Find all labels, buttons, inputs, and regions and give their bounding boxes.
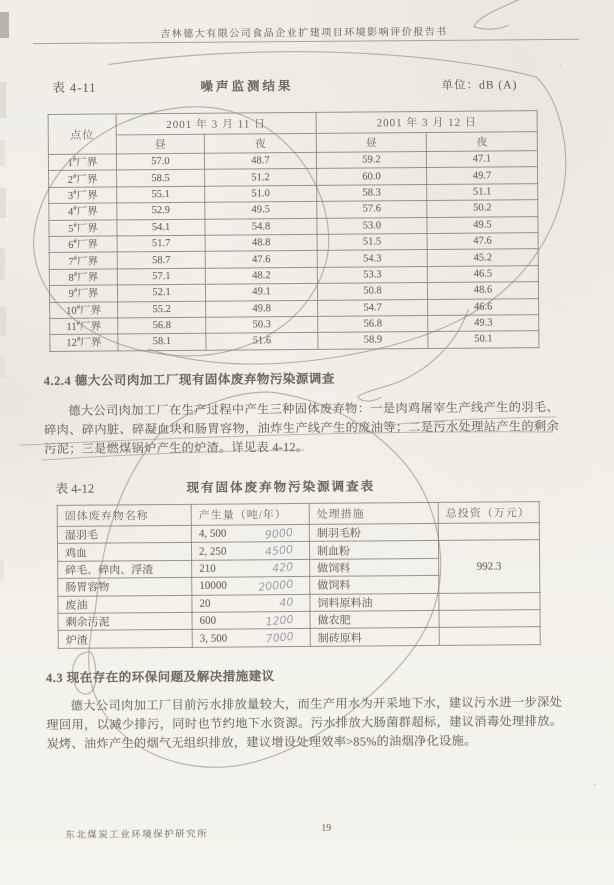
noise-value-cell: 54.8 [205, 218, 317, 235]
noise-point-cell: 10#厂界 [50, 301, 118, 318]
waste-amount-cell [191, 542, 309, 560]
waste-table-label: 表 4-12 [55, 481, 95, 496]
noise-table-label: 表 4-11 [52, 80, 97, 95]
waste-name-cell: 湿羽毛 [57, 525, 191, 543]
waste-investment-empty-cell [439, 610, 540, 628]
handwritten-amount-annotation: 4500 [264, 542, 294, 559]
noise-value-cell: 58.9 [318, 332, 428, 349]
noise-value-cell: 51.1 [427, 183, 538, 200]
noise-value-cell: 52.1 [117, 284, 205, 301]
noise-value-cell: 55.2 [118, 301, 206, 318]
noise-table-row [50, 331, 539, 351]
waste-treatment-cell: 制砖原料 [310, 628, 439, 646]
noise-value-cell: 57.6 [317, 201, 427, 218]
noise-value-cell: 52.9 [117, 202, 205, 219]
waste-name-cell: 鸡血 [57, 543, 191, 561]
noise-point-cell: 4#厂界 [49, 203, 117, 220]
waste-table-row [58, 627, 540, 648]
waste-investment-empty-cell [439, 592, 540, 610]
noise-value-cell: 57.1 [117, 268, 205, 285]
noise-value-cell: 59.2 [316, 151, 426, 168]
scan-speck [439, 665, 441, 667]
handwritten-amount-annotation: 20000 [257, 577, 294, 594]
noise-value-cell: 48.2 [205, 267, 317, 284]
waste-col-investment-header: 总投资（万元） [438, 502, 539, 524]
waste-survey-table [57, 501, 541, 649]
noise-value-cell: 48.6 [427, 282, 538, 299]
noise-value-cell: 57.0 [116, 153, 204, 170]
noise-point-cell: 5#厂界 [49, 219, 117, 236]
waste-amount-cell [192, 629, 310, 647]
noise-value-cell: 50.2 [427, 200, 538, 217]
waste-treatment-cell: 做饲料 [310, 558, 439, 576]
handwritten-amount-annotation: 1200 [265, 612, 295, 629]
noise-value-cell: 45.2 [427, 249, 538, 266]
noise-value-cell: 50.1 [428, 331, 539, 348]
noise-value-cell: 58.7 [117, 252, 205, 269]
section-43-heading: 4.3 现在存在的环保问题及解决措施建议 [45, 669, 275, 686]
waste-name-cell: 剩余污泥 [58, 612, 192, 630]
noise-value-cell: 46.6 [428, 298, 539, 315]
waste-treatment-cell: 做饲料 [310, 576, 439, 594]
waste-treatment-cell: 制羽毛粉 [309, 523, 438, 541]
printed-amount: 600 [199, 614, 217, 627]
waste-name-cell: 肠胃容物 [58, 578, 192, 596]
noise-value-cell: 48.7 [204, 152, 316, 169]
handwritten-amount-annotation: 420 [271, 560, 294, 576]
handwritten-amount-annotation: 9000 [264, 525, 294, 542]
handwritten-amount-annotation: 40 [278, 595, 295, 610]
noise-table-title: 噪声监测结果 [200, 79, 294, 94]
waste-treatment-cell: 饲料原料油 [310, 593, 439, 611]
waste-amount-cell [192, 559, 310, 577]
noise-value-cell: 48.8 [205, 234, 317, 251]
noise-value-cell: 49.3 [428, 315, 539, 332]
noise-point-cell: 9#厂界 [49, 285, 117, 302]
noise-point-cell: 6#厂界 [49, 236, 117, 253]
noise-value-cell: 50.8 [317, 283, 427, 300]
waste-amount-cell [192, 594, 310, 612]
noise-value-cell: 54.7 [318, 299, 428, 316]
waste-amount-cell [192, 577, 310, 595]
noise-point-cell: 8#厂界 [49, 269, 117, 286]
noise-value-cell: 47.6 [205, 251, 317, 268]
noise-monitoring-table [48, 110, 540, 352]
noise-value-cell: 55.1 [117, 186, 205, 203]
noise-value-cell: 56.8 [318, 315, 428, 332]
noise-point-cell: 3#厂界 [49, 187, 117, 204]
noise-value-cell: 51.5 [317, 233, 427, 250]
noise-value-cell: 51.7 [117, 235, 205, 252]
noise-col-point-header: 点位 [48, 114, 116, 155]
printed-amount: 2, 250 [198, 545, 227, 558]
waste-col-name-header: 固体废弃物名称 [57, 504, 191, 526]
waste-name-cell: 废油 [58, 595, 192, 613]
noise-value-cell: 58.5 [117, 170, 205, 187]
waste-treatment-cell: 制血粉 [309, 541, 438, 559]
section-43-paragraph: 德大公司肉加工厂目前污水排放量较大，而生产用水为开采地下水，建议污水进一步深处理回用，以减少排污，同时也节约地下水资源。污水排放大肠菌群超标，建议消毒处理排放。炭烤、油炸产生的烟气无组织排放，建议增设处理效率>85%的油烟净化设施。 [46, 694, 563, 752]
waste-table-body [57, 523, 540, 649]
noise-value-cell: 49.5 [427, 216, 538, 233]
scan-speck [559, 65, 561, 67]
waste-col-amount-header: 产生量（吨/年） [191, 503, 309, 525]
waste-amount-cell [192, 611, 310, 629]
printed-amount: 210 [199, 562, 216, 575]
report-header-title: 吉林德大有限公司食品企业扩建项目环境影响评价报告书 [160, 26, 448, 41]
printed-amount: 10000 [199, 579, 227, 593]
waste-name-cell: 碎毛、碎肉、浮渣 [58, 560, 192, 578]
waste-treatment-cell: 做农肥 [310, 610, 439, 628]
noise-value-cell: 60.0 [317, 168, 427, 185]
waste-table-row [57, 540, 539, 561]
noise-day-header: 昼 [116, 134, 204, 154]
waste-name-cell: 炉渣 [58, 630, 192, 648]
noise-day-header: 昼 [316, 132, 426, 152]
footer-page-number: 19 [321, 822, 332, 834]
waste-investment-empty-cell [438, 523, 539, 541]
waste-col-treatment-header: 处理措施 [309, 502, 438, 524]
noise-value-cell: 49.5 [205, 202, 317, 219]
noise-point-cell: 2#厂界 [49, 170, 117, 187]
noise-table-unit: 单位：dB (A) [441, 79, 518, 92]
section-424-paragraph: 德大公司肉加工厂在生产过程中产生三种固体废弃物：一是肉鸡屠宰生产线产生的羽毛、碎肉、碎内脏、碎凝血块和肠胃容物，油炸生产线产生的废油等；二是污水处理站产生的剩余污泥；三是燃煤锅炉产生的炉渣。详见表 4-12。 [44, 399, 560, 456]
noise-value-cell: 53.0 [317, 217, 427, 234]
noise-value-cell: 47.6 [427, 233, 538, 250]
noise-point-cell: 7#厂界 [49, 252, 117, 269]
handwritten-amount-annotation: 7000 [265, 629, 295, 646]
waste-amount-cell [191, 524, 309, 542]
noise-value-cell: 46.5 [427, 265, 538, 282]
noise-value-cell: 51.2 [205, 169, 317, 186]
noise-col-date1-header: 2001 年 3 月 11 日 [116, 112, 316, 135]
noise-point-cell: 1#厂界 [48, 154, 116, 171]
section-424-heading: 4.2.4 德大公司肉加工厂现有固体废弃物污染源调查 [43, 371, 335, 389]
footer-organization: 东北煤炭工业环境保护研究所 [65, 829, 209, 841]
waste-investment-empty-cell [439, 627, 540, 645]
waste-table-title: 现有固体废弃物污染源调查表 [186, 479, 376, 495]
noise-value-cell: 50.3 [206, 316, 318, 333]
noise-value-cell: 54.1 [117, 219, 205, 236]
noise-value-cell: 58.3 [317, 184, 427, 201]
noise-table-body [48, 151, 539, 352]
printed-amount: 20 [199, 597, 211, 610]
noise-value-cell: 49.8 [206, 300, 318, 317]
noise-value-cell: 49.1 [205, 283, 317, 300]
noise-value-cell: 58.1 [118, 334, 206, 351]
noise-night-header: 夜 [204, 133, 316, 153]
noise-value-cell: 49.7 [427, 167, 538, 184]
noise-value-cell: 56.8 [118, 317, 206, 334]
noise-value-cell: 51.0 [205, 185, 317, 202]
noise-value-cell: 54.3 [317, 250, 427, 267]
scan-speck [594, 784, 596, 786]
noise-night-header: 夜 [426, 132, 537, 152]
printed-amount: 3, 500 [199, 632, 228, 645]
noise-value-cell: 47.1 [426, 151, 537, 168]
noise-value-cell: 51.6 [206, 333, 318, 350]
noise-point-cell: 12#厂界 [50, 334, 118, 351]
noise-col-date2-header: 2001 年 3 月 12 日 [316, 111, 537, 134]
noise-value-cell: 53.3 [317, 266, 427, 283]
waste-total-investment-cell: 992.3 [438, 540, 539, 593]
printed-amount: 4, 500 [198, 527, 227, 540]
noise-point-cell: 11#厂界 [50, 318, 118, 335]
